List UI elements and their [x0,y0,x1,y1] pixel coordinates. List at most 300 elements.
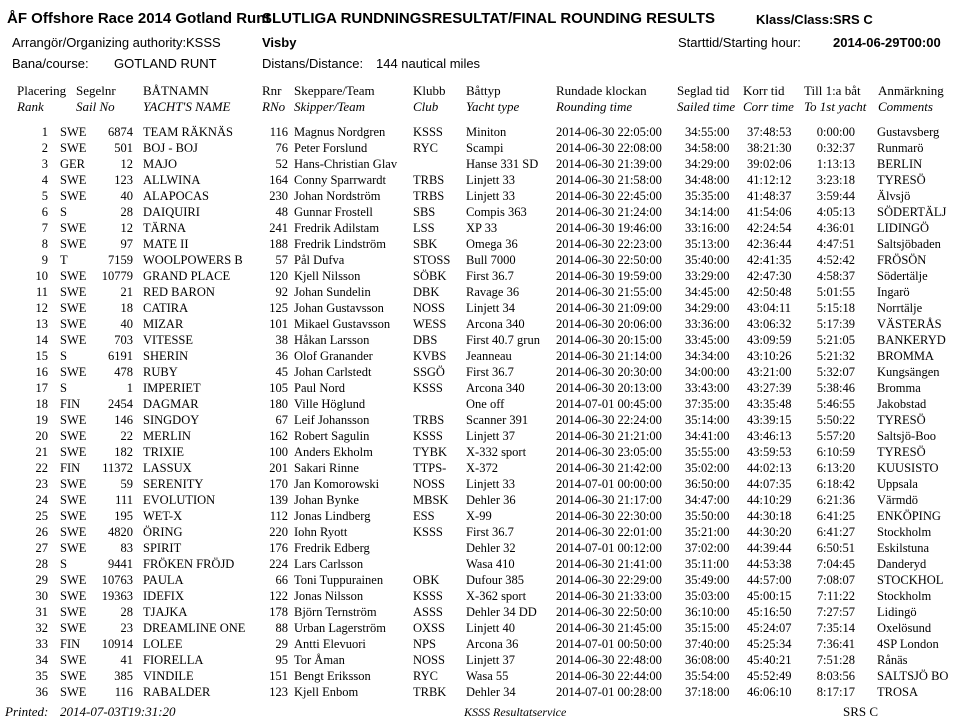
yacht-name-cell: EVOLUTION [143,493,216,507]
nation-cell: FIN [60,461,81,475]
yacht-name-cell: SERENITY [143,477,204,491]
table-row [0,428,960,444]
club-cell: TTPS- [413,461,447,475]
yacht-type-cell: First 36.7 [466,365,514,379]
yacht-type-cell: Dehler 34 DD [466,605,537,619]
rno-cell: 151 [269,669,288,683]
comment-cell: STOCKHOL [877,573,944,587]
sailed-time-cell: 37:18:00 [685,685,730,699]
table-row [0,396,960,412]
rank-cell: 6 [41,205,48,219]
nation-cell: FIN [60,637,81,651]
sailed-time-cell: 34:58:00 [685,141,730,155]
club-cell: KSSS [413,525,443,539]
skipper-cell: Robert Sagulin [294,429,370,443]
rank-cell: 30 [35,589,48,603]
corr-time-cell: 44:07:35 [747,477,792,491]
rno-cell: 230 [269,189,288,203]
rno-cell: 164 [269,173,288,187]
corr-time-cell: 44:39:44 [747,541,792,555]
rank-cell: 14 [35,333,48,347]
sail-no-cell: 6191 [108,349,133,363]
rank-cell: 17 [35,381,48,395]
table-row [0,252,960,268]
comment-cell: Bromma [877,381,921,395]
skipper-cell: Fredrik Edberg [294,541,370,555]
yacht-type-cell: Linjett 33 [466,477,515,491]
corr-time-cell: 44:57:00 [747,573,792,587]
club-cell: SSGÖ [413,365,445,379]
corr-time-cell: 41:48:37 [747,189,792,203]
rank-cell: 33 [35,637,48,651]
sailed-time-cell: 35:11:00 [685,557,729,571]
col-rnr: Rnr [262,83,282,98]
rounding-time-cell: 2014-06-30 19:46:00 [556,221,662,235]
table-row [0,556,960,572]
sail-no-cell: 478 [114,365,133,379]
rounding-time-cell: 2014-07-01 00:00:00 [556,477,662,491]
yacht-name-cell: DAIQUIRI [143,205,200,219]
rank-cell: 10 [35,269,48,283]
sailed-time-cell: 35:35:00 [685,189,730,203]
rank-cell: 18 [35,397,48,411]
sailed-time-cell: 34:45:00 [685,285,730,299]
authority-label: Arrangör/Organizing authority: [12,35,187,50]
club-cell: KSSS [413,125,443,139]
col-batnamn: BÅTNAMN [143,83,209,98]
skipper-cell: Urban Lagerström [294,621,386,635]
table-row [0,620,960,636]
club-cell: NOSS [413,301,445,315]
course-label: Bana/course: [12,56,89,71]
yacht-type-cell: Jeanneau [466,349,512,363]
club-cell: KSSS [413,589,443,603]
to-1st-cell: 4:36:01 [816,221,855,235]
yacht-type-cell: Linjett 34 [466,301,515,315]
nation-cell: SWE [60,429,87,443]
rank-cell: 29 [35,573,48,587]
rounding-time-cell: 2014-07-01 00:12:00 [556,541,662,555]
comment-cell: SALTSJÖ BO [877,669,949,683]
club-cell: STOSS [413,253,451,267]
to-1st-cell: 8:17:17 [816,685,855,699]
table-row [0,236,960,252]
nation-cell: SWE [60,509,87,523]
corr-time-cell: 45:16:50 [747,605,792,619]
rank-cell: 35 [35,669,48,683]
rno-cell: 120 [269,269,288,283]
comment-cell: Jakobstad [877,397,927,411]
to-1st-cell: 7:35:14 [816,621,855,635]
nation-cell: SWE [60,365,87,379]
rank-cell: 27 [35,541,48,555]
to-1st-cell: 7:11:22 [817,589,855,603]
col-comments: Comments [878,99,933,114]
rank-cell: 15 [35,349,48,363]
nation-cell: SWE [60,541,87,555]
skipper-cell: Kjell Enbom [294,685,359,699]
rounding-time-cell: 2014-06-30 22:50:00 [556,605,662,619]
rno-cell: 88 [275,621,288,635]
yacht-type-cell: Linjett 33 [466,189,515,203]
table-row [0,412,960,428]
yacht-type-cell: Ravage 36 [466,285,520,299]
to-1st-cell: 1:13:13 [816,157,855,171]
yacht-name-cell: FIORELLA [143,653,204,667]
corr-time-cell: 43:35:48 [747,397,792,411]
rounding-time-cell: 2014-06-30 23:05:00 [556,445,662,459]
table-row [0,140,960,156]
to-1st-cell: 5:01:55 [816,285,855,299]
rno-cell: 178 [269,605,288,619]
corr-time-cell: 45:00:15 [747,589,792,603]
rank-cell: 16 [35,365,48,379]
rounding-time-cell: 2014-06-30 22:23:00 [556,237,662,251]
col-yacht-type: Yacht type [466,99,520,114]
rounding-time-cell: 2014-06-30 20:30:00 [556,365,662,379]
skipper-cell: Johan Gustavsson [294,301,384,315]
club-cell: DBS [413,333,438,347]
sail-no-cell: 97 [120,237,133,251]
nation-cell: S [60,349,67,363]
corr-time-cell: 43:46:13 [747,429,792,443]
corr-time-cell: 44:30:18 [747,509,792,523]
sail-no-cell: 6874 [108,125,133,139]
rounding-time-cell: 2014-06-30 22:50:00 [556,253,662,267]
col-seglad: Seglad tid [677,83,730,98]
sail-no-cell: 28 [120,205,133,219]
club-cell: KVBS [413,349,447,363]
table-row [0,124,960,140]
to-1st-cell: 4:58:37 [816,269,855,283]
yacht-type-cell: X-372 [466,461,498,475]
col-anm: Anmärkning [878,83,944,98]
yacht-name-cell: VITESSE [143,333,193,347]
sail-no-cell: 123 [114,173,133,187]
rounding-time-cell: 2014-06-30 21:41:00 [556,557,662,571]
rank-cell: 34 [35,653,48,667]
col-korr: Korr tid [743,83,785,98]
rounding-time-cell: 2014-06-30 22:45:00 [556,189,662,203]
sail-no-cell: 12 [120,157,133,171]
yacht-type-cell: Bull 7000 [466,253,516,267]
yacht-name-cell: CATIRA [143,301,189,315]
rno-cell: 112 [269,509,288,523]
comment-cell: Saltsjöbaden [877,237,941,251]
rank-cell: 25 [35,509,48,523]
rno-cell: 201 [269,461,288,475]
club-cell: WESS [413,317,447,331]
sail-no-cell: 385 [114,669,133,683]
yacht-type-cell: X-362 sport [466,589,527,603]
sailed-time-cell: 35:21:00 [685,525,730,539]
rno-cell: 123 [269,685,288,699]
corr-time-cell: 43:06:32 [747,317,792,331]
comment-cell: BANKERYD [877,333,946,347]
yacht-type-cell: Arcona 340 [466,381,525,395]
rounding-time-cell: 2014-06-30 21:17:00 [556,493,662,507]
nation-cell: FIN [60,397,81,411]
sailed-time-cell: 34:47:00 [685,493,730,507]
rank-cell: 8 [41,237,48,251]
nation-cell: SWE [60,189,87,203]
sail-no-cell: 23 [120,621,133,635]
sail-no-cell: 10914 [101,637,133,651]
location: Visby [262,35,297,50]
rounding-time-cell: 2014-06-30 21:45:00 [556,621,662,635]
comment-cell: Södertälje [877,269,928,283]
corr-time-cell: 38:21:30 [747,141,792,155]
rounding-time-cell: 2014-06-30 21:09:00 [556,301,662,315]
start-value: 2014-06-29T00:00 [833,35,941,50]
comment-cell: Gustavsberg [877,125,940,139]
sail-no-cell: 10763 [101,573,133,587]
club-cell: TRBS [413,189,445,203]
col-till1: Till 1:a båt [804,83,861,98]
rounding-time-cell: 2014-06-30 21:39:00 [556,157,662,171]
sail-no-cell: 1 [126,381,133,395]
yacht-name-cell: MAJO [143,157,178,171]
rounding-time-cell: 2014-06-30 21:14:00 [556,349,662,363]
rounding-time-cell: 2014-06-30 22:30:00 [556,509,662,523]
corr-time-cell: 41:12:12 [747,173,792,187]
comment-cell: VÄSTERÅS [877,317,942,331]
col-klubb: Klubb [413,83,446,98]
skipper-cell: Leif Johansson [294,413,370,427]
comment-cell: TYRESÖ [877,445,926,459]
skipper-cell: Anders Ekholm [294,445,373,459]
corr-time-cell: 41:54:06 [747,205,792,219]
rounding-time-cell: 2014-06-30 22:48:00 [556,653,662,667]
corr-time-cell: 42:36:44 [747,237,792,251]
rank-cell: 12 [35,301,48,315]
skipper-cell: Fredrik Adilstam [294,221,380,235]
to-1st-cell: 5:38:46 [816,381,855,395]
col-rno: RNo [262,99,286,114]
sail-no-cell: 7159 [108,253,133,267]
comment-cell: Värmdö [877,493,918,507]
rno-cell: 29 [275,637,288,651]
nation-cell: SWE [60,525,87,539]
sailed-time-cell: 33:16:00 [685,221,730,235]
club-cell: ESS [413,509,435,523]
yacht-name-cell: LASSUX [143,461,192,475]
nation-cell: SWE [60,173,87,187]
table-row [0,524,960,540]
yacht-name-cell: GRAND PLACE [143,269,231,283]
skipper-cell: Conny Sparrwardt [294,173,386,187]
yacht-type-cell: Wasa 410 [466,557,515,571]
nation-cell: SWE [60,269,87,283]
skipper-cell: Bengt Eriksson [294,669,371,683]
rounding-time-cell: 2014-06-30 21:42:00 [556,461,662,475]
footer-class: SRS C [843,704,879,719]
rno-cell: 105 [269,381,288,395]
col-to-1st: To 1st yacht [804,99,867,114]
to-1st-cell: 7:36:41 [816,637,855,651]
skipper-cell: Mikael Gustavsson [294,317,391,331]
comment-cell: Eskilstuna [877,541,930,555]
rank-cell: 7 [41,221,48,235]
printed-value: 2014-07-03T19:31:20 [60,704,176,719]
nation-cell: SWE [60,493,87,507]
to-1st-cell: 5:57:20 [816,429,855,443]
sail-no-cell: 703 [114,333,133,347]
yacht-name-cell: WET-X [143,509,183,523]
to-1st-cell: 4:47:51 [816,237,855,251]
nation-cell: S [60,557,67,571]
sail-no-cell: 59 [120,477,133,491]
table-row [0,476,960,492]
club-cell: DBK [413,285,440,299]
corr-time-cell: 42:50:48 [747,285,792,299]
comment-cell: Kungsängen [877,365,940,379]
yacht-type-cell: Hanse 331 SD [466,157,539,171]
event-title: ÅF Offshore Race 2014 Gotland Runt [7,10,271,27]
skipper-cell: Håkan Larsson [294,333,370,347]
nation-cell: SWE [60,125,87,139]
sailed-time-cell: 36:50:00 [685,477,730,491]
corr-time-cell: 42:47:30 [747,269,792,283]
skipper-cell: Johan Nordström [294,189,381,203]
table-row [0,572,960,588]
authority-value: KSSS [186,35,221,50]
rno-cell: 76 [275,141,288,155]
rank-cell: 1 [41,125,48,139]
sailed-time-cell: 35:40:00 [685,253,730,267]
rank-cell: 13 [35,317,48,331]
to-1st-cell: 7:04:45 [816,557,855,571]
comment-cell: Danderyd [877,557,927,571]
rno-cell: 116 [269,125,288,139]
corr-time-cell: 43:21:00 [747,365,792,379]
skipper-cell: Magnus Nordgren [294,125,386,139]
rank-cell: 9 [41,253,48,267]
nation-cell: SWE [60,285,87,299]
yacht-type-cell: Linjett 37 [466,429,515,443]
skipper-cell: Peter Forslund [294,141,368,155]
col-battyp: Båttyp [466,83,501,98]
sailed-time-cell: 34:48:00 [685,173,730,187]
rno-cell: 92 [275,285,288,299]
comment-cell: BROMMA [877,349,934,363]
rno-cell: 170 [269,477,288,491]
table-row [0,508,960,524]
yacht-type-cell: Dufour 385 [466,573,524,587]
table-row [0,172,960,188]
col-rank: Rank [17,99,44,114]
nation-cell: SWE [60,445,87,459]
sail-no-cell: 83 [120,541,133,555]
sailed-time-cell: 34:34:00 [685,349,730,363]
sail-no-cell: 4820 [108,525,133,539]
rounding-time-cell: 2014-06-30 21:24:00 [556,205,662,219]
yacht-type-cell: XP 33 [466,221,498,235]
to-1st-cell: 8:03:56 [816,669,855,683]
table-row [0,668,960,684]
rounding-time-cell: 2014-06-30 22:24:00 [556,413,662,427]
rank-cell: 32 [35,621,48,635]
yacht-name-cell: TRIXIE [143,445,184,459]
nation-cell: SWE [60,237,87,251]
sailed-time-cell: 35:54:00 [685,669,730,683]
skipper-cell: Ville Höglund [294,397,366,411]
sailed-time-cell: 33:29:00 [685,269,730,283]
club-cell: RYC [413,141,439,155]
to-1st-cell: 5:15:18 [816,301,855,315]
corr-time-cell: 44:30:20 [747,525,792,539]
yacht-type-cell: Scanner 391 [466,413,529,427]
club-cell: SBS [413,205,436,219]
yacht-name-cell: WOOLPOWERS B [143,253,243,267]
yacht-name-cell: IMPERIET [143,381,201,395]
rno-cell: 66 [275,573,288,587]
yacht-name-cell: RUBY [143,365,178,379]
yacht-type-cell: Linjett 40 [466,621,515,635]
yacht-name-cell: TÄRNA [143,221,187,235]
nation-cell: SWE [60,653,87,667]
skipper-cell: Tor Åman [294,653,345,667]
corr-time-cell: 43:27:39 [747,381,792,395]
nation-cell: S [60,381,67,395]
sailed-time-cell: 34:55:00 [685,125,730,139]
club-cell: TRBS [413,413,445,427]
corr-time-cell: 37:48:53 [747,125,792,139]
table-row [0,348,960,364]
nation-cell: SWE [60,669,87,683]
corr-time-cell: 45:52:49 [747,669,792,683]
comment-cell: 4SP London [877,637,939,651]
comment-cell: Norrtälje [877,301,923,315]
yacht-name-cell: DAGMAR [143,397,199,411]
rounding-time-cell: 2014-06-30 21:21:00 [556,429,662,443]
printed-label: Printed: [5,704,49,719]
corr-time-cell: 43:10:26 [747,349,792,363]
col-rundade: Rundade klockan [556,83,647,98]
to-1st-cell: 6:50:51 [816,541,855,555]
to-1st-cell: 5:21:32 [816,349,855,363]
skipper-cell: Johan Carlstedt [294,365,372,379]
corr-time-cell: 45:25:34 [747,637,792,651]
sailed-time-cell: 35:50:00 [685,509,730,523]
yacht-type-cell: Linjett 37 [466,653,515,667]
sailed-time-cell: 37:40:00 [685,637,730,651]
yacht-name-cell: TJAJKA [143,605,188,619]
rank-cell: 20 [35,429,48,443]
nation-cell: S [60,205,67,219]
comment-cell: TROSA [877,685,918,699]
comment-cell: Ingarö [877,285,910,299]
sail-no-cell: 2454 [108,397,133,411]
table-row [0,364,960,380]
start-label: Starttid/Starting hour: [678,35,801,50]
col-yacht-name: YACHT'S NAME [143,99,231,114]
sail-no-cell: 12 [120,221,133,235]
rank-cell: 31 [35,605,48,619]
yacht-name-cell: FRÖKEN FRÖJD [143,557,235,571]
col-corr-time: Corr time [743,99,794,114]
club-cell: NOSS [413,477,445,491]
comment-cell: Stockholm [877,589,932,603]
rounding-time-cell: 2014-07-01 00:50:00 [556,637,662,651]
sail-no-cell: 40 [120,189,133,203]
nation-cell: SWE [60,685,87,699]
skipper-cell: Johan Sundelin [294,285,371,299]
nation-cell: SWE [60,573,87,587]
nation-cell: SWE [60,333,87,347]
to-1st-cell: 5:50:22 [816,413,855,427]
table-row [0,540,960,556]
